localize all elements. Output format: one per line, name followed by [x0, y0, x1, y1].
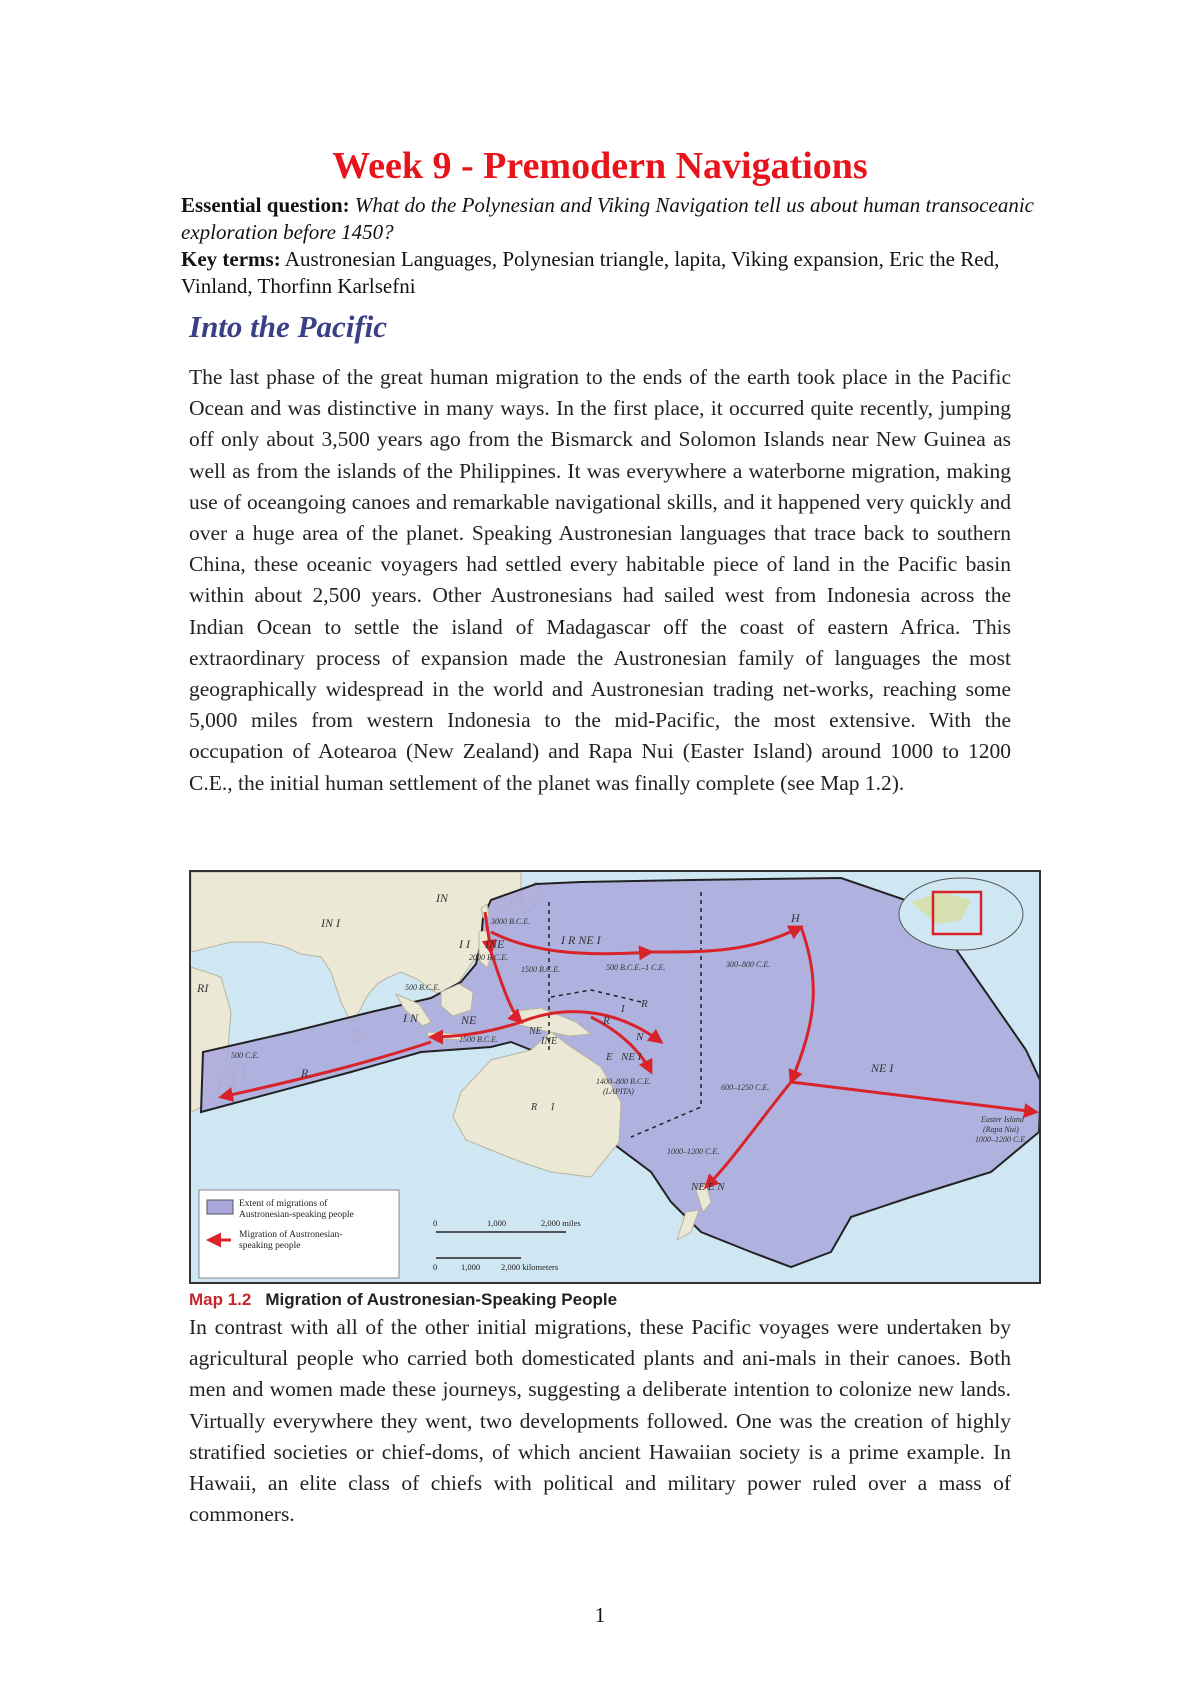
- key-terms: [181, 246, 1041, 300]
- legend-migration-text: Migration of Austronesian-: [239, 1230, 343, 1240]
- key-terms-label: Key terms:: [181, 247, 281, 271]
- map-label: 300–800 C.E.: [726, 960, 771, 969]
- map-label: R: [603, 1015, 610, 1027]
- map-label: R: [641, 998, 648, 1010]
- map-label: Easter Island: [981, 1115, 1024, 1124]
- section-heading: Into the Pacific: [189, 309, 388, 344]
- map-label: 2000 B.C.E.: [469, 953, 509, 962]
- map-label: 500 B.C.E.–1 C.E.: [606, 963, 666, 972]
- map-label: NE E N: [691, 1181, 725, 1193]
- map-label: I: [551, 1102, 555, 1113]
- key-terms-text: Austronesian Languages, Polynesian triangle, lapita, Viking expansion, Eric the Red, Vinland, Thorfinn Karlsefni: [181, 247, 1000, 298]
- inset-globe: [899, 878, 1023, 950]
- legend-extent-text: Extent of migrations of: [239, 1199, 328, 1209]
- map-label: E: [606, 1051, 613, 1063]
- map-label: H: [791, 911, 800, 925]
- intro-block: [181, 192, 1041, 300]
- migration-map: [189, 870, 1041, 1284]
- legend-extent-text: Austronesian-speaking people: [239, 1210, 354, 1220]
- essential-question-label: Essential question:: [181, 193, 350, 217]
- caption-text: Migration of Austronesian-Speaking People: [265, 1290, 618, 1309]
- map-label: (LAPITA): [603, 1087, 634, 1096]
- map-label: I R NE I: [561, 933, 601, 947]
- legend-migration-text: speaking people: [239, 1241, 301, 1251]
- body-paragraph-1: The last phase of the great human migration to the ends of the earth took place in the Pacific Ocean and was distinctive in many ways. In the first place, it occurred quite recently, jumping off only about 3,500 years ago from the Bismarck and Solomon Islands near New Guinea as well as from the islands of the Philippines. It was everywhere a waterborne migration, making use of oceangoing canoes and remarkable navigational skills, and it happened very quickly and over a huge area of the planet. Speaking Austronesian languages that trace back to southern China, these oceanic voyagers had settled every habitable piece of land in the Pacific basin within about 2,500 years. Other Austronesians had sailed west from Indonesia across the Indian Ocean to settle the island of Madagascar off the coast of eastern Africa. This extraordinary process of expansion made the Austronesian family of languages the most geographically widespread in the world and Austronesian trading net-works, reaching some 5,000 miles from western Indonesia to the mid-Pacific, the most extensive. With the occupation of Aotearoa (New Zealand) and Rapa Nui (Easter Island) around 1000 to 1200 C.E., the initial human settlement of the planet was finally complete (see Map 1.2).: [189, 365, 1011, 795]
- map-caption: [189, 1289, 617, 1311]
- map-label: 1000–1200 C.E.: [975, 1135, 1028, 1144]
- map-label: INE: [541, 1036, 558, 1047]
- map-label: R: [301, 1066, 309, 1080]
- map-label: NE: [461, 1013, 477, 1027]
- essential-question: [181, 192, 1041, 246]
- essential-question-text: What do the Polynesian and Viking Navigation tell us about human transoceanic exploration before 1450?: [181, 193, 1034, 244]
- caption-number: Map 1.2: [189, 1290, 252, 1309]
- map-label: 1500 B.C.E.: [459, 1035, 499, 1044]
- map-label: IN I: [321, 916, 340, 930]
- map-label: NE I: [871, 1061, 894, 1075]
- map-label: 600–1250 C.E.: [721, 1083, 770, 1092]
- map-label: 1000–1200 C.E.: [667, 1147, 720, 1156]
- map-label: I N: [403, 1011, 418, 1025]
- map-label: (Rapa Nui): [983, 1125, 1019, 1134]
- map-label: NE I: [621, 1051, 642, 1063]
- legend-extent-swatch: [207, 1200, 233, 1214]
- map-label: N: [636, 1031, 644, 1043]
- map-label: I: [621, 1003, 625, 1015]
- map-label: IN: [436, 891, 448, 905]
- map-label: 1400–800 B.C.E.: [596, 1077, 652, 1086]
- page-number: 1: [594, 1603, 606, 1627]
- scale-label: 2,000 kilometers: [501, 1262, 559, 1272]
- map-label: 500 B.C.E.: [405, 983, 441, 992]
- page-title: Week 9 - Premodern Navigations: [332, 145, 868, 187]
- map-label: 3000 B.C.E.: [491, 917, 531, 926]
- scale-label: 0: [433, 1262, 438, 1272]
- map-label: R: [531, 1102, 538, 1113]
- map-label: NE: [529, 1026, 542, 1037]
- map-label: 1500 B.C.E.: [521, 965, 561, 974]
- map-label: INE: [485, 937, 505, 951]
- scale-label: 1,000: [461, 1262, 481, 1272]
- map-legend: [199, 1190, 399, 1278]
- body-paragraph-2: In contrast with all of the other initial migrations, these Pacific voyages were undertaken by agricultural people who carried both domesticated plants and ani-mals in their canoes. Both men and women made these journeys, suggesting a deliberate intention to colonize new lands. Virtually everywhere they went, two developments followed. One was the creation of highly stratified societies or chief-doms, of which ancient Hawaiian society is a prime example. In Hawaii, an elite class of chiefs with political and military power ruled over a mass of commoners.: [189, 1315, 1011, 1527]
- scale-label: 2,000 miles: [541, 1218, 581, 1228]
- scale-label: 0: [433, 1218, 438, 1228]
- scale-label: 1,000: [487, 1218, 507, 1228]
- map-label: 500 C.E.: [231, 1051, 260, 1060]
- map-label: RI: [197, 981, 209, 995]
- map-label: I I: [459, 937, 470, 951]
